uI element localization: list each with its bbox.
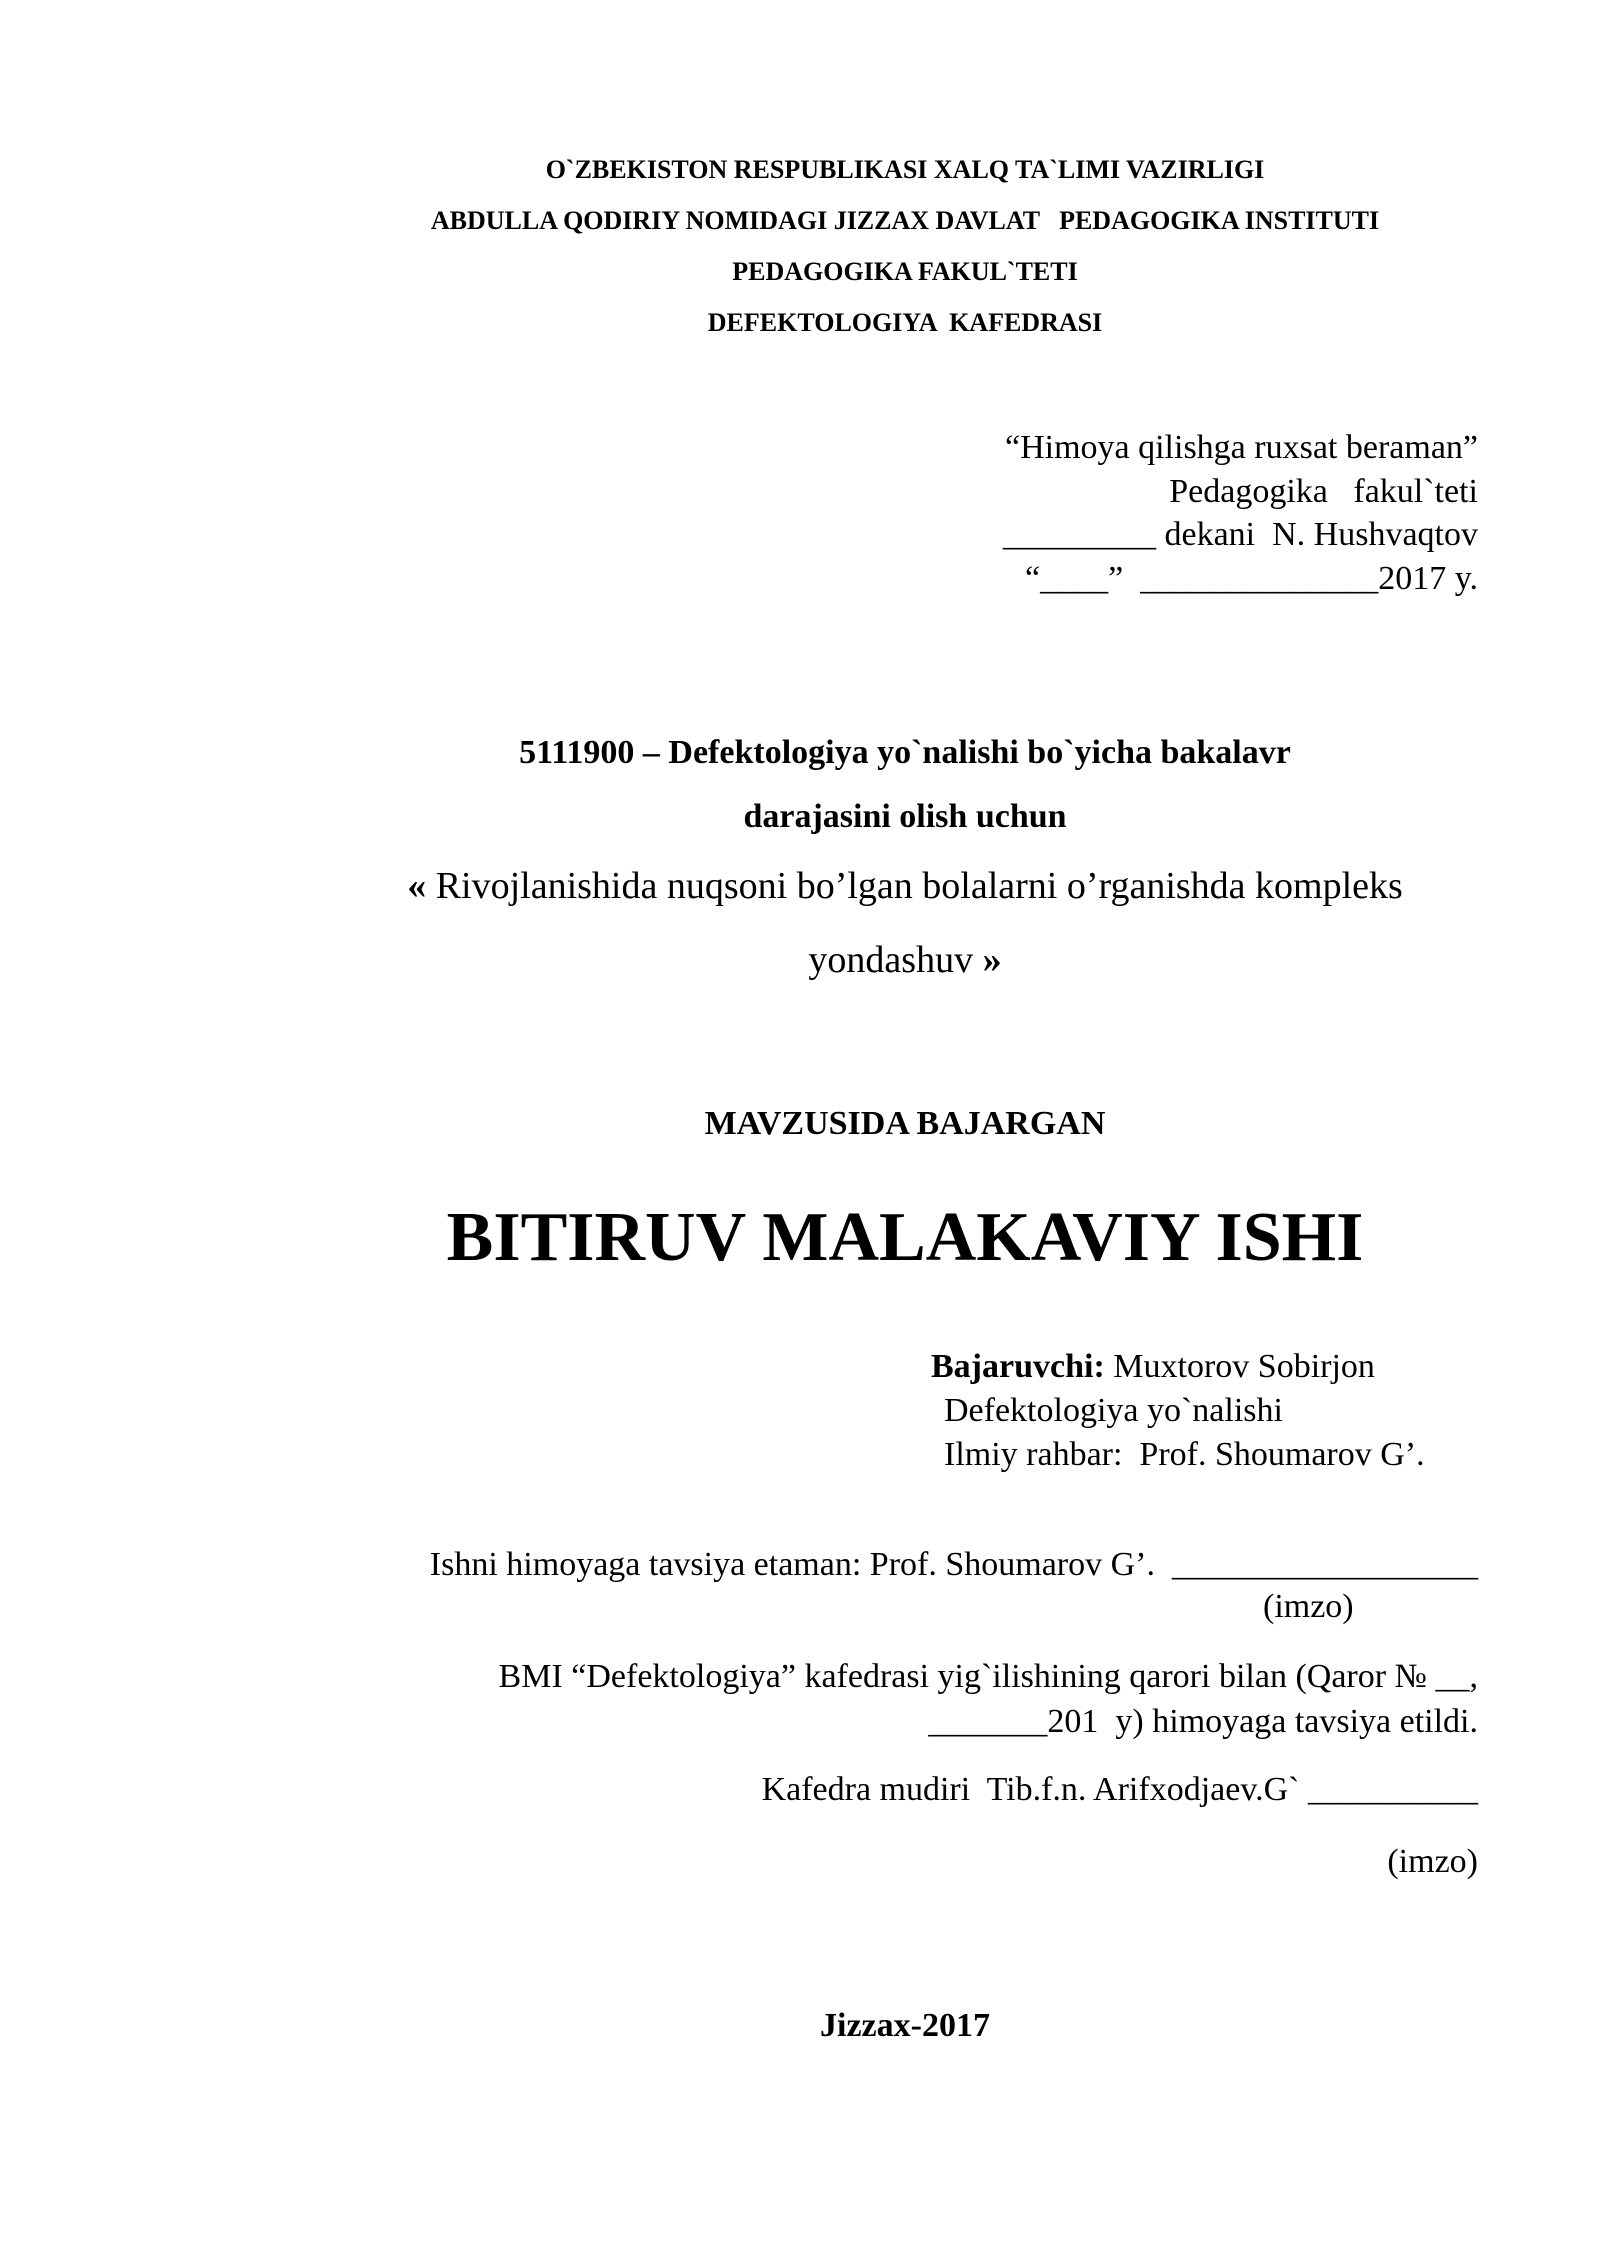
- signature-label: (imzo): [1263, 1588, 1354, 1625]
- topic-part-2: yondashuv: [808, 939, 983, 981]
- recommendation-line: Ishni himoyaga tavsiya etaman: Prof. Shoumarov G’. __________________: [429, 1546, 1478, 1583]
- subtitle: MAVZUSIDA BAJARGAN: [704, 1105, 1106, 1142]
- department-heading: DEFEKTOLOGIYA KAFEDRASI: [707, 308, 1103, 337]
- ministry-heading: O`ZBEKISTON RESPUBLIKASI XALQ TA`LIMI VAZIRLIGI: [545, 155, 1265, 184]
- open-quote: «: [407, 865, 427, 907]
- decision-line-2: _______201 y) himoyaga tavsiya etildi.: [928, 1703, 1478, 1740]
- close-quote: »: [982, 939, 1002, 981]
- topic-part-1: Rivojlanishida nuqsoni bo’lgan bolalarni o’rganishda kompleks: [426, 865, 1403, 907]
- supervisor: Ilmiy rahbar: Prof. Shoumarov G’.: [944, 1436, 1425, 1473]
- department-head-line: Kafedra mudiri Tib.f.n. Arifxodjaev.G` __________: [761, 1771, 1478, 1808]
- approval-line-2: Pedagogika fakul`teti: [1169, 473, 1478, 510]
- purpose-line-1: 5111900 – Defektologiya yo`nalishi bo`yicha bakalavr: [519, 734, 1291, 771]
- thesis-topic-line-1: [332, 865, 1478, 909]
- author-name: Muxtorov Sobirjon: [1104, 1348, 1375, 1385]
- main-title: BITIRUV MALAKAVIY ISHI: [446, 1199, 1364, 1276]
- author-line: [931, 1347, 1375, 1386]
- approval-line-4: “____” ______________2017 y.: [1025, 560, 1478, 597]
- institute-heading: ABDULLA QODIRIY NOMIDAGI JIZZAX DAVLAT PEDAGOGIKA INSTITUTI: [430, 206, 1380, 235]
- purpose-line-2: darajasini olish uchun: [743, 798, 1067, 835]
- approval-line-1: “Himoya qilishga ruxsat beraman”: [1004, 429, 1478, 466]
- thesis-topic-line-2: [332, 939, 1478, 983]
- author-direction: Defektologiya yo`nalishi: [944, 1392, 1283, 1429]
- head-signature-label: (imzo): [1387, 1843, 1478, 1880]
- approval-line-3: _________ dekani N. Hushvaqtov: [1002, 516, 1478, 553]
- decision-line-1: BMI “Defektologiya” kafedrasi yig`ilishining qarori bilan (Qaror № __,: [498, 1658, 1478, 1695]
- city-year-footer: Jizzax-2017: [820, 2007, 990, 2044]
- author-label: Bajaruvchi:: [931, 1348, 1105, 1385]
- faculty-heading: PEDAGOGIKA FAKUL`TETI: [732, 257, 1078, 286]
